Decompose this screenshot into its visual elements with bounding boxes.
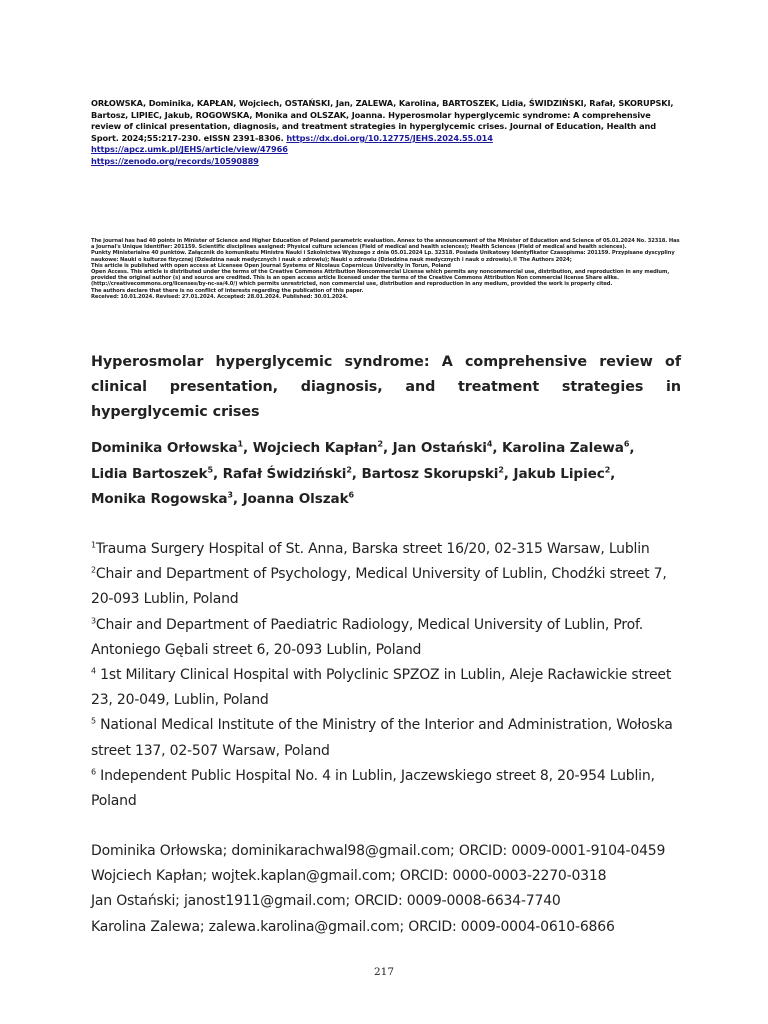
notice-line: (http://creativecommons.org/licenses/by-nc-sa/4.0/) which permits unrestricted, non commercial use, distribution and reproduction in any medium, provided the work is properly cited. (91, 281, 613, 288)
author-sup: 2 (346, 464, 352, 474)
notice-line: Received: 10.01.2024. Revised: 27.01.2024. Accepted: 28.01.2024. Published: 30.01.2024. (91, 293, 348, 300)
notice-line: The journal has had 40 points in Minister of Science and Higher Education of Poland parametric evaluation. Annex to the announcement of the Minister of Education and Science of 05.01.2024 No. 32318. Has a Journal's Unique Identifier: 201159. Scientific disciplines assigned: Physical culture sciences (Field of medical and health sciences); Health Sciences (Field of medical and health sciences). (91, 238, 680, 251)
notice-line: Open Access. This article is distributed under the terms of the Creative Commons Attribution Noncommercial License which permits any noncommercial use, distribution, and reproduction in any medium, provided the original author (s) and source are credited. This is an open access article licensed under the terms of the Creative Commons Attribution Non commercial license Share alike. (91, 269, 670, 282)
author-sup: 2 (604, 464, 611, 474)
affiliation-item (91, 562, 691, 612)
author-name: Dominika Orłowska (91, 440, 238, 456)
citation-block (91, 98, 681, 168)
affiliation-text: Chair and Department of Psychology, Medical University of Lublin, Chodźki street 7, 20-093 Lublin, Poland (91, 566, 667, 608)
notice-line: This article is published with open access at Licensee Open Journal Systems of Nicolaus Copernicus University in Torun, Poland (91, 262, 451, 269)
affiliation-item (91, 764, 691, 814)
author-sup: 6 (348, 490, 354, 500)
author-name: Wojciech Kapłan (252, 440, 378, 456)
contact-list (91, 839, 711, 940)
affiliation-item (91, 613, 691, 663)
affiliation-sup: 1 (91, 540, 96, 550)
journal-notice (91, 238, 681, 300)
author-name: Joanna Olszak (242, 491, 349, 507)
affiliation-text: Chair and Department of Paediatric Radiology, Medical University of Lublin, Prof. Antoniego Gębali street 6, 20-093 Lublin, Poland (91, 616, 643, 658)
author-name: Jan Ostański (392, 440, 487, 456)
author-name: Monika Rogowska (91, 491, 228, 507)
citation-text: ORŁOWSKA, Dominika, KAPŁAN, Wojciech, OSTAŃSKI, Jan, ZALEWA, Karolina, BARTOSZEK, Lidia, ŚWIDZIŃSKI, Rafał, SKORUPSKI, Bartosz, LIPIEC, Jakub, ROGOWSKA, Monika and OLSZAK, Joanna. Hyperosmolar hyperglycemic syndrome: A comprehensive review of clinical presentation, diagnosis, and treatment strategies in hyperglycemic crises. Journal of Education, Health and Sport. 2024;55:217-230. eISSN 2391-8306. (91, 98, 674, 143)
affiliation-sup: 2 (91, 565, 96, 575)
affiliation-text: Independent Public Hospital No. 4 in Lublin, Jaczewskiego street 8, 20-954 Lublin, Poland (91, 767, 655, 810)
contact-line: Jan Ostański; janost1911@gmail.com; ORCID: 0009-0008-6634-7740 (91, 893, 561, 910)
affiliation-text: National Medical Institute of the Ministry of the Interior and Administration, Wołoska street 137, 02-507 Warsaw, Poland (91, 717, 673, 759)
author-name: Rafał Świdziński (222, 465, 347, 482)
citation-links (91, 144, 681, 167)
notice-line: The authors declare that there is no conflict of interests regarding the publication of this paper. (91, 287, 364, 294)
author-sup: 3 (227, 490, 233, 500)
page-number: 217 (373, 966, 395, 978)
affiliation-item (91, 713, 691, 763)
affiliation-item (91, 663, 691, 713)
affiliation-list (91, 537, 691, 814)
author-name: Lidia Bartoszek (91, 465, 208, 482)
author-list: Dominika Orłowska$^1$, Wojciech Kapłan$^2$, Jan Ostański$^4$, Karolina Zalewa$^6$, Lidia Bartoszek$^5$, Rafał Świdziński$^2$, Bartosz Skorupski$^2$, Jakub Lipiec$^2$, Monika Rogowska$^3$, Joanna Olszak$^6$ (91, 439, 635, 507)
affiliation-sup: 5 (91, 716, 96, 726)
contact-line: Wojciech Kapłan; wojtek.kaplan@gmail.com; ORCID: 0000-0003-2270-0318 (91, 868, 607, 885)
affiliation-text: Trauma Surgery Hospital of St. Anna, Barska street 16/20, 02-315 Warsaw, Lublin (95, 541, 650, 557)
paper-title: Hyperosmolar hyperglycemic syndrome: A comprehensive review of clinical presentation, diagnosis, and treatment strategies in hyperglycemic crises (91, 354, 681, 420)
affiliation-sup: 4 (91, 666, 96, 676)
author-sup: 4 (486, 439, 493, 449)
author-name: Jakub Lipiec (513, 465, 605, 482)
affiliation-text: 1st Military Clinical Hospital with Polyclinic SPZOZ in Lublin, Aleje Racławickie street 23, 20-049, Lublin, Poland (91, 667, 672, 709)
zenodo-link[interactable]: https://zenodo.org/records/10590889 (91, 155, 259, 166)
contact-line: Karolina Zalewa; zalewa.karolina@gmail.com; ORCID: 0009-0004-0610-6866 (91, 918, 615, 935)
affiliation-item (91, 537, 691, 562)
author-sup: 5 (207, 464, 213, 474)
author-sup: 2 (498, 464, 504, 474)
affiliation-sup: 6 (91, 767, 96, 777)
article-link[interactable]: https://apcz.umk.pl/JEHS/article/view/47966 (91, 144, 288, 155)
notice-line: Punkty Ministerialne 40 punktów. Załącznik do komunikatu Ministra Nauki i Szkolnictwa Wyższego z dnia 05.01.2024 Lp. 32318. Posiada Unikatowy Identyfikator Czasopisma: 201159. Przypisane dyscypliny naukowe: Nauki o kulturze fizycznej (Dziedzina nauk medycznych i nauk o zdrowiu); Nauki o zdrowiu (Dziedzina nauk medycznych i nauk o zdrowiu).© The Authors 2024; (91, 250, 675, 263)
author-sup: 1 (237, 439, 244, 449)
affiliation-sup: 3 (91, 615, 96, 625)
author-name: Bartosz Skorupski (361, 465, 499, 482)
author-sup: 6 (623, 439, 630, 449)
author-name: Karolina Zalewa (502, 440, 624, 456)
author-sup: 2 (377, 439, 383, 449)
doi-link[interactable]: https://dx.doi.org/10.12775/JEHS.2024.55.014 (286, 132, 493, 143)
contact-line: Dominika Orłowska; dominikarachwal98@gmail.com; ORCID: 0009-0001-9104-0459 (91, 843, 666, 859)
